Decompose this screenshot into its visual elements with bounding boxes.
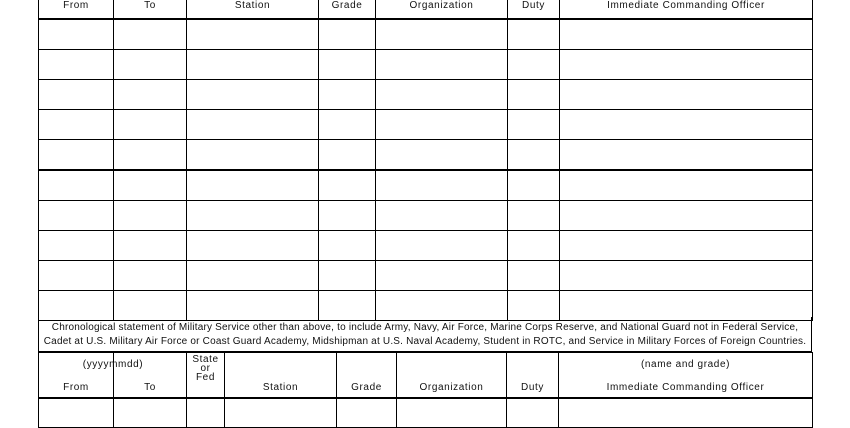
cell-grade[interactable] [319,291,376,321]
column-header-from: From [39,0,114,19]
cell-to[interactable] [114,398,187,428]
cell-commanding-officer[interactable] [559,398,813,428]
cell-grade[interactable] [319,140,376,171]
cell-commanding-officer[interactable] [560,50,813,80]
cell-duty[interactable] [508,50,560,80]
cell-station[interactable] [187,50,319,80]
cell-from[interactable] [39,19,114,50]
cell-commanding-officer[interactable] [560,261,813,291]
table-row [39,291,813,321]
cell-station[interactable] [187,170,319,201]
cell-commanding-officer[interactable] [560,110,813,140]
cell-commanding-officer[interactable] [560,19,813,50]
cell-organization[interactable] [376,170,508,201]
cell-duty[interactable] [508,291,560,321]
cell-organization[interactable] [397,398,507,428]
cell-duty[interactable] [508,140,560,171]
column-header-grade: Grade [319,0,376,19]
or-label: or [200,363,211,374]
cell-station[interactable] [187,291,319,321]
cell-organization[interactable] [376,140,508,171]
table-row [39,398,813,428]
cell-to[interactable] [114,80,187,110]
cell-organization[interactable] [376,261,508,291]
cell-grade[interactable] [319,80,376,110]
cell-station[interactable] [187,110,319,140]
column-header-state-or-fed [187,353,225,399]
cell-from[interactable] [39,80,114,110]
cell-grade[interactable] [319,261,376,291]
table-row [39,140,813,171]
cell-to[interactable] [114,140,187,171]
cell-to[interactable] [114,201,187,231]
cell-grade[interactable] [319,110,376,140]
cell-commanding-officer[interactable] [560,201,813,231]
cell-grade[interactable] [337,398,397,428]
column-header-grade: Grade [337,353,397,399]
table-row [39,261,813,291]
column-header-station: Station [187,0,319,19]
military-service-table [38,0,813,321]
cell-station[interactable] [187,261,319,291]
column-header-commanding-officer [559,353,813,399]
other-service-table [38,352,813,428]
cell-duty[interactable] [508,201,560,231]
cell-duty[interactable] [508,170,560,201]
cell-station[interactable] [225,398,337,428]
cell-to[interactable] [114,170,187,201]
table-row [39,201,813,231]
column-header-to [114,353,187,399]
cell-from[interactable] [39,50,114,80]
table-row [39,170,813,201]
table-row [39,80,813,110]
column-header-duty: Duty [508,0,560,19]
cell-from[interactable] [39,398,114,428]
statement-line-1: Chronological statement of Military Service other than above, to include Army, Navy, Air Force, Marine Corps Reserve, and National Guard not in Federal Service, [51,322,799,333]
column-header-commanding-officer: Immediate Commanding Officer [560,0,813,19]
cell-from[interactable] [39,170,114,201]
cell-duty[interactable] [507,398,559,428]
cell-duty[interactable] [508,19,560,50]
cell-station[interactable] [187,80,319,110]
cell-duty[interactable] [508,110,560,140]
cell-commanding-officer[interactable] [560,80,813,110]
cell-to[interactable] [114,231,187,261]
column-header-organization: Organization [376,0,508,19]
cell-station[interactable] [187,231,319,261]
cell-grade[interactable] [319,201,376,231]
cell-organization[interactable] [376,291,508,321]
cell-from[interactable] [39,231,114,261]
cell-station[interactable] [187,201,319,231]
statement-line-2: Cadet at U.S. Military Air Force or Coast Guard Academy, Midshipman at U.S. Naval Academy, Student in ROTC, and Service in Military Forces of Foreign Countries. [43,336,807,347]
cell-duty[interactable] [508,80,560,110]
cell-grade[interactable] [319,50,376,80]
table-row [39,19,813,50]
cell-station[interactable] [187,19,319,50]
cell-duty[interactable] [508,231,560,261]
cell-to[interactable] [114,261,187,291]
column-header-organization: Organization [397,353,507,399]
cell-organization[interactable] [376,201,508,231]
officer-label: Immediate Commanding Officer [606,382,765,393]
cell-from[interactable] [39,140,114,171]
cell-to[interactable] [114,50,187,80]
cell-from[interactable] [39,110,114,140]
date-format-label: (yyyymmdd) [82,359,144,370]
fed-label: Fed [195,372,216,383]
cell-commanding-officer[interactable] [560,231,813,261]
cell-from[interactable] [39,261,114,291]
cell-commanding-officer[interactable] [560,170,813,201]
cell-commanding-officer[interactable] [560,140,813,171]
cell-organization[interactable] [376,80,508,110]
cell-to[interactable] [114,291,187,321]
state-label: State [192,354,219,365]
to-label: To [144,382,156,393]
column-header-station: Station [225,353,337,399]
cell-from[interactable] [39,201,114,231]
column-header-from [39,353,144,399]
from-label: From [63,382,89,393]
other-table-header-row [39,353,813,399]
cell-station[interactable] [187,140,319,171]
cell-organization[interactable] [376,110,508,140]
column-header-duty: Duty [507,353,559,399]
cell-duty[interactable] [508,261,560,291]
cell-state-or-fed[interactable] [187,398,225,428]
cell-organization[interactable] [376,50,508,80]
cell-commanding-officer[interactable] [560,291,813,321]
cell-grade[interactable] [319,231,376,261]
cell-from[interactable] [39,291,114,321]
table-header-row [39,0,813,19]
table-row [39,50,813,80]
column-header-to: To [114,0,187,19]
cell-to[interactable] [114,19,187,50]
other-service-statement [38,317,812,352]
cell-organization[interactable] [376,231,508,261]
table-row [39,110,813,140]
table-row [39,231,813,261]
name-and-grade-note: (name and grade) [640,359,731,370]
cell-to[interactable] [114,110,187,140]
cell-grade[interactable] [319,19,376,50]
cell-grade[interactable] [319,170,376,201]
cell-organization[interactable] [376,19,508,50]
